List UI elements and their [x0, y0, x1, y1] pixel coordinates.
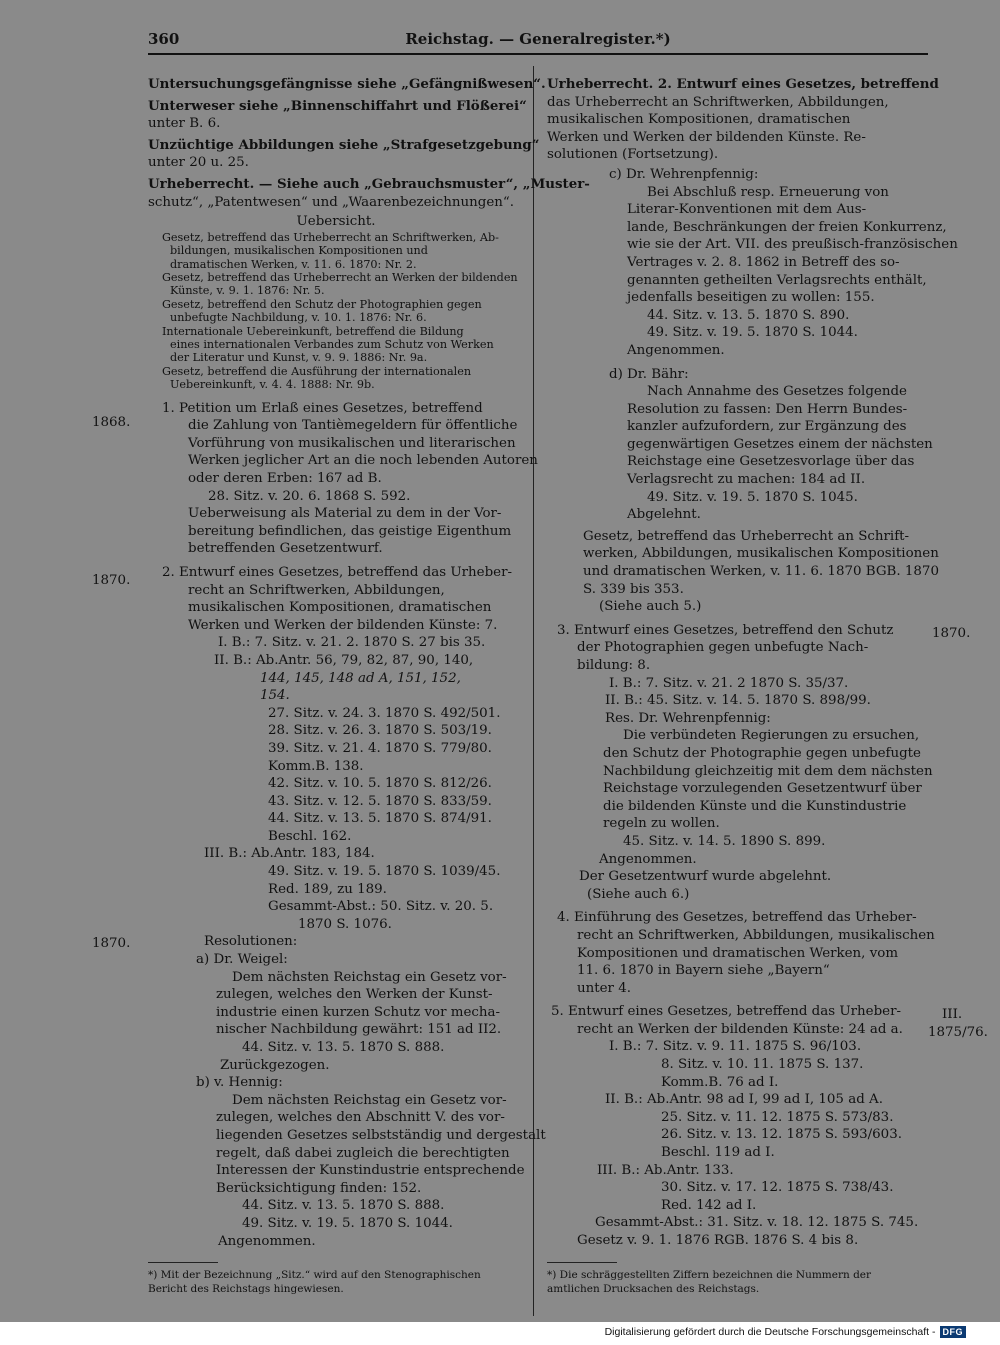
entry-line: 30. Sitz. v. 17. 12. 1875 S. 738/43.	[661, 1180, 894, 1196]
entry-line: recht an Schriftwerken, Abbildungen, musikalischen	[577, 927, 935, 943]
entry-line: den Schutz der Photographie gegen unbefugte	[603, 745, 921, 761]
entry-line: bereitung befindlichen, das geistige Eigenthum	[188, 523, 512, 539]
entry-line: Reichstage eine Gesetzesvorlage über das	[627, 454, 915, 470]
entry-line: 8. Sitz. v. 10. 11. 1875 S. 137.	[661, 1057, 864, 1073]
entry-line: Gesammt-Abst.: 31. Sitz. v. 18. 12. 1875 S. 745.	[595, 1215, 919, 1231]
entry-line: Komm.B. 76 ad I.	[661, 1074, 779, 1090]
entry-line: 45. Sitz. v. 14. 5. 1890 S. 899.	[623, 833, 826, 849]
overview-line: bildungen, musikalischen Kompositionen und	[170, 244, 428, 258]
entry-line: 39. Sitz. v. 21. 4. 1870 S. 779/80.	[268, 740, 492, 756]
entry-line: Untersuchungsgefängnisse siehe „Gefängnißwesen“.	[148, 76, 546, 92]
entry-line: die bildenden Künste und die Kunstindustrie	[603, 798, 907, 814]
entry-line: II. B.: Ab.Antr. 98 ad I, 99 ad I, 105 ad A.	[605, 1092, 883, 1108]
entry-line: 4. Einführung des Gesetzes, betreffend das Urheber-	[557, 910, 917, 926]
entry-line: b) v. Hennig:	[196, 1075, 283, 1091]
entry-line: d) Dr. Bähr:	[609, 366, 689, 382]
entry-line: gegenwärtigen Gesetzes einem der nächsten	[627, 436, 933, 452]
entry-line: zulegen, welches den Werken der Kunst-	[216, 987, 493, 1003]
entry-line: Literar-Konventionen mit dem Aus-	[627, 202, 867, 218]
entry-line: Verlagsrecht zu machen: 184 ad II.	[627, 472, 866, 488]
entry-line: Unterweser siehe „Binnenschiffahrt und Flößerei“	[148, 97, 527, 114]
entry-line: unter B. 6.	[148, 116, 221, 132]
entry-line: regeln zu wollen.	[603, 816, 720, 832]
entry-line: Dem nächsten Reichstag ein Gesetz vor-	[232, 1092, 507, 1108]
overview-line: Künste, v. 9. 1. 1876: Nr. 5.	[170, 284, 325, 298]
entry-line: 28. Sitz. v. 26. 3. 1870 S. 503/19.	[268, 723, 492, 739]
overview-line: Gesetz, betreffend die Ausführung der internationalen	[162, 364, 472, 378]
header-rule	[148, 53, 928, 55]
overview-line: eines internationalen Verbandes zum Schutz von Werken	[170, 338, 494, 351]
entry-line: Resolution zu fassen: Den Herrn Bundes-	[627, 401, 908, 417]
overview-line: Uebereinkunft, v. 4. 4. 1888: Nr. 9b.	[170, 378, 375, 392]
entry-line: 43. Sitz. v. 12. 5. 1870 S. 833/59.	[268, 793, 492, 809]
entry-line: 2. Entwurf eines Gesetzes, betreffend das Urheber-	[162, 564, 512, 580]
page-number: 360	[148, 30, 180, 48]
entry-line: Gesetz v. 9. 1. 1876 RGB. 1876 S. 4 bis 8.	[577, 1233, 859, 1248]
entry-line: Werken und Werken der bildenden Künste. Re-	[547, 129, 866, 145]
entry-line: 27. Sitz. v. 24. 3. 1870 S. 492/501.	[268, 705, 501, 721]
entry-line: 5. Entwurf eines Gesetzes, betreffend das Urheber-	[551, 1004, 901, 1020]
entry-line: nischer Nachbildung gewährt: 151 ad II2.	[216, 1022, 502, 1038]
entry-line: betreffenden Gesetzentwurf.	[188, 541, 383, 557]
entry-line: 154.	[260, 688, 290, 704]
overview-line: Gesetz, betreffend das Urheberrecht an Werken der bildenden	[162, 270, 518, 284]
overview-line: der Literatur und Kunst, v. 9. 9. 1886: Nr. 9a.	[170, 351, 428, 365]
page-header	[148, 30, 928, 52]
entry-line: Abgelehnt.	[627, 507, 701, 523]
entry-line: zulegen, welches den Abschnitt V. des vor-	[216, 1110, 505, 1126]
entry-line: 144, 145, 148 ad A, 151, 152,	[260, 670, 461, 686]
entry-line: Interessen der Kunstindustrie entsprechende	[216, 1163, 525, 1179]
entry-line: 42. Sitz. v. 10. 5. 1870 S. 812/26.	[268, 776, 492, 792]
entry-line: S. 339 bis 353.	[583, 581, 684, 597]
entry-line: 49. Sitz. v. 19. 5. 1870 S. 1045.	[647, 489, 858, 505]
entry-line: a) Dr. Weigel:	[196, 952, 288, 968]
entry-line: jedenfalls beseitigen zu wollen: 155.	[627, 290, 875, 306]
overview-line: dramatischen Werken, v. 11. 6. 1870: Nr. 2.	[170, 257, 417, 271]
entry-line: Urheberrecht. — Siehe auch „Gebrauchsmuster“, „Muster-	[148, 175, 590, 192]
entry-line: 28. Sitz. v. 20. 6. 1868 S. 592.	[208, 488, 411, 504]
entry-line: Kompositionen und dramatischen Werken, vom	[577, 945, 899, 961]
entry-line: kanzler aufzufordern, zur Ergänzung des	[627, 419, 907, 435]
entry-line: 44. Sitz. v. 13. 5. 1870 S. 874/91.	[268, 811, 492, 827]
margin-year-1875-76: 1875/76.	[928, 1025, 988, 1040]
entry-line: Angenommen.	[218, 1233, 316, 1249]
entry-line: Beschl. 162.	[268, 828, 352, 844]
entry-line: 49. Sitz. v. 19. 5. 1870 S. 1044.	[647, 325, 858, 341]
entry-line: Red. 189, zu 189.	[268, 881, 387, 897]
entry-line: 25. Sitz. v. 11. 12. 1875 S. 573/83.	[661, 1109, 894, 1125]
entry-line: das Urheberrecht an Schriftwerken, Abbildungen,	[547, 94, 889, 110]
footnote-right: *) Die schräggestellten Ziffern bezeichnen die Nummern der amtlichen Drucksachen des Reichstags.	[547, 1269, 872, 1295]
entry-line: III. B.: Ab.Antr. 133.	[597, 1162, 734, 1178]
entry-line: recht an Werken der bildenden Künste: 24 ad a.	[577, 1021, 903, 1037]
entry-line: Werken jeglicher Art an die noch lebenden Autoren	[188, 453, 538, 469]
overview-line: unbefugte Nachbildung, v. 10. 1. 1876: Nr. 6.	[170, 311, 427, 325]
entry-line: 49. Sitz. v. 19. 5. 1870 S. 1044.	[242, 1215, 453, 1231]
digitization-credit	[605, 1326, 966, 1338]
entry-line: musikalischen Kompositionen, dramatischen	[547, 112, 851, 128]
entry-line: Zurückgezogen.	[220, 1057, 330, 1073]
entry-line: I. B.: 7. Sitz. v. 9. 11. 1875 S. 96/103.	[609, 1039, 862, 1055]
entry-line: Die verbündeten Regierungen zu ersuchen,	[623, 728, 920, 744]
entry-line: I. B.: 7. Sitz. v. 21. 2. 1870 S. 27 bis 35.	[218, 635, 486, 651]
entry-line: Der Gesetzentwurf wurde abgelehnt.	[579, 869, 832, 885]
entry-line: Gesammt-Abst.: 50. Sitz. v. 20. 5.	[268, 899, 494, 915]
overview-line: Gesetz, betreffend den Schutz der Photographien gegen	[162, 297, 482, 311]
entry-line: unter 20 u. 25.	[148, 155, 249, 171]
running-title: Reichstag. — Generalregister.*)	[405, 30, 671, 48]
entry-line: wie sie der Art. VII. des preußisch-französischen	[627, 237, 958, 253]
overview-line: Internationale Uebereinkunft, betreffend die Bildung	[162, 324, 464, 338]
entry-line: Angenommen.	[599, 851, 697, 867]
entry-line: regelt, daß dabei zugleich die berechtigten	[216, 1145, 510, 1161]
credit-text: Digitalisierung gefördert durch die Deutsche Forschungsgemeinschaft -	[604, 1326, 936, 1338]
margin-year-1870-resolutions: 1870.	[92, 936, 131, 951]
entry-line: und dramatischen Werken, v. 11. 6. 1870 BGB. 1870	[583, 564, 939, 580]
entry-line: 44. Sitz. v. 13. 5. 1870 S. 890.	[647, 307, 850, 323]
entry-line: Resolutionen:	[204, 934, 298, 950]
dfg-logo-icon: DFG	[940, 1326, 967, 1338]
entry-line: I. B.: 7. Sitz. v. 21. 2 1870 S. 35/37.	[609, 675, 849, 691]
margin-period-III: III.	[942, 1007, 963, 1022]
entry-line: 11. 6. 1870 in Bayern siehe „Bayern“	[577, 963, 830, 979]
entry-line: Reichstage vorzulegenden Gesetzentwurf über	[603, 781, 922, 797]
entry-line: III. B.: Ab.Antr. 183, 184.	[204, 846, 375, 862]
entry-line: Nachbildung gleichzeitig mit dem dem nächsten	[603, 763, 933, 779]
entry-line: werken, Abbildungen, musikalischen Kompositionen	[583, 546, 939, 562]
entry-line: Red. 142 ad I.	[661, 1197, 757, 1213]
entry-line: der Photographien gegen unbefugte Nach-	[577, 640, 869, 656]
entry-line: 1. Petition um Erlaß eines Gesetzes, betreffend	[162, 400, 483, 416]
entry-line: 44. Sitz. v. 13. 5. 1870 S. 888.	[242, 1198, 445, 1214]
margin-year-1870: 1870.	[92, 573, 131, 588]
entry-line: c) Dr. Wehrenpfennig:	[609, 166, 759, 182]
entry-line: (Siehe auch 6.)	[587, 886, 690, 902]
entry-line: II. B.: 45. Sitz. v. 14. 5. 1870 S. 898/99.	[605, 693, 871, 709]
left-column	[148, 76, 590, 1250]
entry-line: lande, Beschränkungen der freien Konkurrenz,	[627, 219, 947, 235]
entry-line: Werken und Werken der bildenden Künste: 7.	[188, 617, 498, 633]
entry-line: schutz“, „Patentwesen“ und „Waarenbezeichnungen“.	[148, 194, 514, 210]
entry-line: Komm.B. 138.	[268, 758, 364, 774]
entry-line: Vorführung von musikalischen und literarischen	[188, 435, 516, 451]
entry-line: 44. Sitz. v. 13. 5. 1870 S. 888.	[242, 1040, 445, 1055]
entry-line: Angenommen.	[627, 342, 725, 358]
margin-year-1870-right: 1870.	[932, 626, 971, 641]
entry-line: Bei Abschluß resp. Erneuerung von	[647, 184, 889, 200]
entry-line: Urheberrecht. 2. Entwurf eines Gesetzes, betreffend	[547, 76, 939, 92]
entry-line: 49. Sitz. v. 19. 5. 1870 S. 1039/45.	[268, 864, 501, 880]
entry-line: 26. Sitz. v. 13. 12. 1875 S. 593/603.	[661, 1127, 902, 1143]
entry-line: Dem nächsten Reichstag ein Gesetz vor-	[232, 969, 507, 985]
entry-line: oder deren Erben: 167 ad B.	[188, 471, 382, 486]
entry-line: recht an Schriftwerken, Abbildungen,	[188, 582, 445, 598]
entry-line: Nach Annahme des Gesetzes folgende	[647, 384, 907, 400]
entry-line: Unzüchtige Abbildungen siehe „Strafgesetzgebung“	[148, 136, 540, 153]
entry-line: Res. Dr. Wehrenpfennig:	[605, 710, 771, 726]
entry-line: Berücksichtigung finden: 152.	[216, 1180, 422, 1196]
footnote-rule-left	[148, 1262, 218, 1263]
entry-line: solutionen (Fortsetzung).	[547, 147, 719, 163]
entry-line: genannten getheilten Verlagsrechts enthält,	[627, 272, 927, 288]
margin-year-1868: 1868.	[92, 415, 131, 430]
overview-heading: Uebersicht.	[296, 214, 376, 230]
entry-line: Gesetz, betreffend das Urheberrecht an Schrift-	[583, 528, 910, 544]
entry-line: bildung: 8.	[577, 658, 651, 673]
entry-line: unter 4.	[577, 980, 631, 996]
overview-line: Gesetz, betreffend das Urheberrecht an Schriftwerken, Ab-	[162, 230, 499, 244]
footnote-left: *) Mit der Bezeichnung „Sitz.“ wird auf den Stenographischen Bericht des Reichstags hingewiesen.	[148, 1269, 481, 1295]
entry-line: Vertrages v. 2. 8. 1862 in Betreff des so-	[627, 254, 900, 270]
entry-line: die Zahlung von Tantièmegeldern für öffentliche	[188, 418, 518, 434]
entry-line: (Siehe auch 5.)	[599, 599, 702, 615]
entry-line: Ueberweisung als Material zu dem in der Vor-	[188, 506, 502, 522]
entry-line: Beschl. 119 ad I.	[661, 1145, 775, 1161]
entry-line: musikalischen Kompositionen, dramatischen	[188, 600, 492, 616]
entry-line: 1870 S. 1076.	[298, 916, 392, 932]
entry-line: industrie einen kurzen Schutz vor mecha-	[216, 1004, 501, 1020]
entry-line: 3. Entwurf eines Gesetzes, betreffend den Schutz	[557, 622, 894, 638]
entry-line: liegenden Gesetzes selbstständig und dergestalt	[216, 1127, 546, 1143]
entry-line: II. B.: Ab.Antr. 56, 79, 82, 87, 90, 140,	[214, 652, 474, 668]
footnote-rule-right	[547, 1262, 617, 1263]
